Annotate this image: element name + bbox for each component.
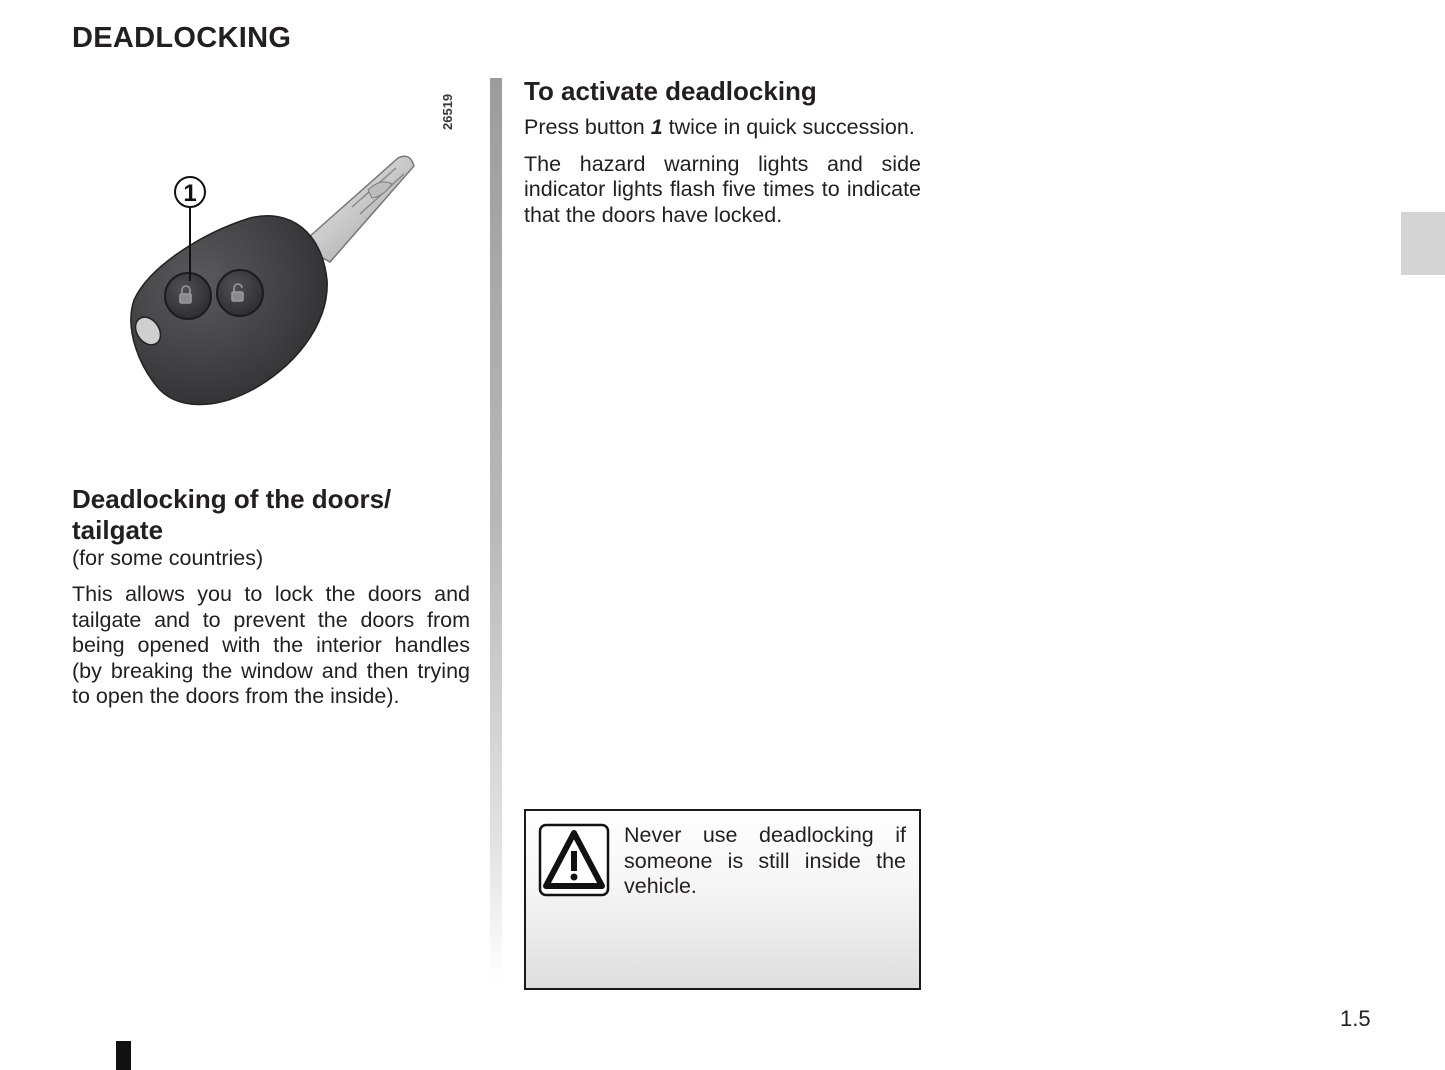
activate-section [524, 76, 921, 228]
corner-mark [116, 1041, 131, 1070]
activate-step [524, 115, 921, 141]
page-title: DEADLOCKING [72, 22, 292, 54]
warning-triangle-icon [538, 823, 610, 897]
deadlocking-heading-line1: Deadlocking of the doors/ [72, 484, 392, 514]
remote-key-icon [100, 84, 472, 414]
figure-code: 26519 [440, 93, 455, 130]
activate-step-suffix: twice in quick succession. [662, 115, 915, 139]
page-number: 1.5 [1340, 1006, 1371, 1031]
deadlocking-heading [72, 484, 470, 546]
deadlocking-section [72, 484, 470, 710]
activate-heading: To activate deadlocking [524, 76, 817, 106]
warning-box [524, 809, 921, 990]
activate-info: The hazard warning lights and side indicator lights flash five times to indicate that the doors have locked. [524, 151, 921, 227]
figure-callout: 1 [183, 180, 197, 207]
chapter-tab [1401, 212, 1445, 275]
warning-text: Never use deadlocking if someone is still inside the vehicle. [624, 823, 906, 898]
deadlocking-heading-line2: tailgate [72, 515, 164, 545]
deadlocking-subtitle: (for some countries) [72, 546, 264, 570]
column-divider [490, 78, 502, 983]
activate-step-button: 1 [650, 115, 663, 139]
activate-step-prefix: Press button [524, 115, 651, 139]
deadlocking-body: This allows you to lock the doors and tailgate and to prevent the doors from being opened with the interior handles (by breaking the window and then trying to open the doors from the inside). [72, 582, 470, 708]
